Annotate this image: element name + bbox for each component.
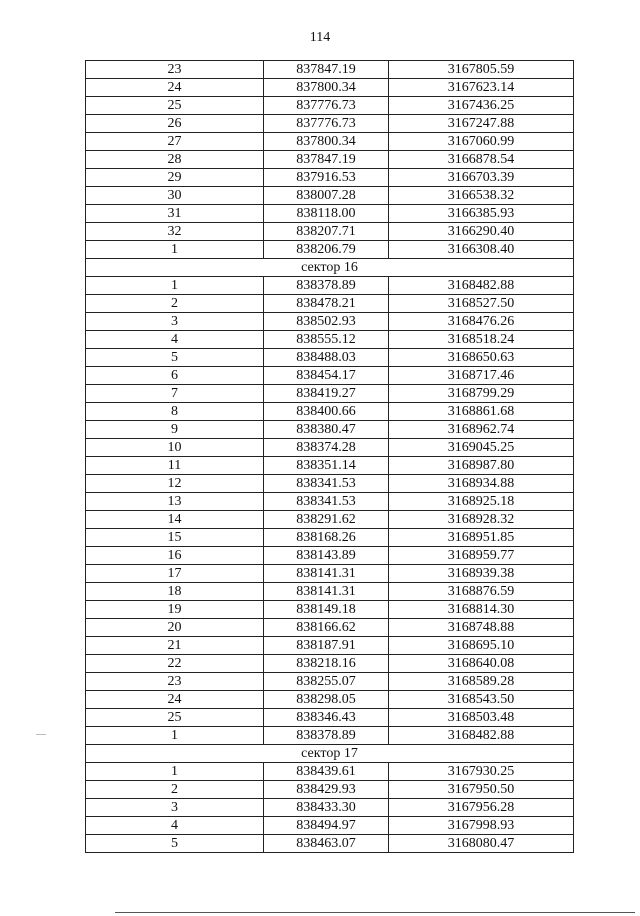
- table-row: [86, 565, 574, 583]
- point-number-cell: 12: [86, 475, 264, 493]
- x-coordinate-cell: 838218.16: [264, 655, 389, 673]
- x-coordinate-cell: 838187.91: [264, 637, 389, 655]
- table-row: [86, 511, 574, 529]
- y-coordinate-cell: 3168650.63: [389, 349, 574, 367]
- y-coordinate-cell: 3168527.50: [389, 295, 574, 313]
- x-coordinate-cell: 838439.61: [264, 763, 389, 781]
- sector-label: сектор 17: [86, 745, 574, 763]
- y-coordinate-cell: 3168748.88: [389, 619, 574, 637]
- x-coordinate-cell: 837916.53: [264, 169, 389, 187]
- sector-header-row: [86, 745, 574, 763]
- table-row: [86, 223, 574, 241]
- table-row: [86, 349, 574, 367]
- x-coordinate-cell: 838380.47: [264, 421, 389, 439]
- table-row: [86, 133, 574, 151]
- x-coordinate-cell: 838463.07: [264, 835, 389, 853]
- x-coordinate-cell: 838351.14: [264, 457, 389, 475]
- y-coordinate-cell: 3166385.93: [389, 205, 574, 223]
- point-number-cell: 7: [86, 385, 264, 403]
- y-coordinate-cell: 3168959.77: [389, 547, 574, 565]
- point-number-cell: 18: [86, 583, 264, 601]
- y-coordinate-cell: 3168543.50: [389, 691, 574, 709]
- table-row: [86, 313, 574, 331]
- table-row: [86, 457, 574, 475]
- y-coordinate-cell: 3167956.28: [389, 799, 574, 817]
- x-coordinate-cell: 838502.93: [264, 313, 389, 331]
- x-coordinate-cell: 838378.89: [264, 727, 389, 745]
- x-coordinate-cell: 838488.03: [264, 349, 389, 367]
- x-coordinate-cell: 837776.73: [264, 115, 389, 133]
- table-row: [86, 169, 574, 187]
- y-coordinate-cell: 3168925.18: [389, 493, 574, 511]
- point-number-cell: 5: [86, 835, 264, 853]
- point-number-cell: 9: [86, 421, 264, 439]
- y-coordinate-cell: 3167247.88: [389, 115, 574, 133]
- point-number-cell: 5: [86, 349, 264, 367]
- x-coordinate-cell: 838168.26: [264, 529, 389, 547]
- y-coordinate-cell: 3168987.80: [389, 457, 574, 475]
- x-coordinate-cell: 838429.93: [264, 781, 389, 799]
- table-row: [86, 403, 574, 421]
- table-row: [86, 529, 574, 547]
- x-coordinate-cell: 838166.62: [264, 619, 389, 637]
- x-coordinate-cell: 838494.97: [264, 817, 389, 835]
- y-coordinate-cell: 3168928.32: [389, 511, 574, 529]
- point-number-cell: 4: [86, 817, 264, 835]
- y-coordinate-cell: 3168799.29: [389, 385, 574, 403]
- point-number-cell: 6: [86, 367, 264, 385]
- table-row: [86, 277, 574, 295]
- y-coordinate-cell: 3168482.88: [389, 727, 574, 745]
- table-row: [86, 61, 574, 79]
- y-coordinate-cell: 3167950.50: [389, 781, 574, 799]
- y-coordinate-cell: 3166703.39: [389, 169, 574, 187]
- point-number-cell: 1: [86, 763, 264, 781]
- table-row: [86, 583, 574, 601]
- y-coordinate-cell: 3169045.25: [389, 439, 574, 457]
- y-coordinate-cell: 3168518.24: [389, 331, 574, 349]
- table-row: [86, 673, 574, 691]
- x-coordinate-cell: 838478.21: [264, 295, 389, 313]
- table-row: [86, 691, 574, 709]
- point-number-cell: 27: [86, 133, 264, 151]
- y-coordinate-cell: 3167436.25: [389, 97, 574, 115]
- x-coordinate-cell: 837847.19: [264, 61, 389, 79]
- y-coordinate-cell: 3168876.59: [389, 583, 574, 601]
- x-coordinate-cell: 838143.89: [264, 547, 389, 565]
- x-coordinate-cell: 838149.18: [264, 601, 389, 619]
- x-coordinate-cell: 838400.66: [264, 403, 389, 421]
- sector-label: сектор 16: [86, 259, 574, 277]
- page-bottom-edge: [115, 912, 635, 913]
- point-number-cell: 1: [86, 727, 264, 745]
- x-coordinate-cell: 838207.71: [264, 223, 389, 241]
- table-row: [86, 781, 574, 799]
- y-coordinate-cell: 3167060.99: [389, 133, 574, 151]
- scan-edge-mark: [36, 734, 46, 735]
- x-coordinate-cell: 838374.28: [264, 439, 389, 457]
- y-coordinate-cell: 3168861.68: [389, 403, 574, 421]
- y-coordinate-cell: 3168476.26: [389, 313, 574, 331]
- x-coordinate-cell: 838255.07: [264, 673, 389, 691]
- y-coordinate-cell: 3166290.40: [389, 223, 574, 241]
- point-number-cell: 1: [86, 241, 264, 259]
- point-number-cell: 11: [86, 457, 264, 475]
- table-row: [86, 709, 574, 727]
- table-row: [86, 763, 574, 781]
- y-coordinate-cell: 3168695.10: [389, 637, 574, 655]
- x-coordinate-cell: 838341.53: [264, 493, 389, 511]
- table-row: [86, 637, 574, 655]
- y-coordinate-cell: 3166308.40: [389, 241, 574, 259]
- y-coordinate-cell: 3168951.85: [389, 529, 574, 547]
- x-coordinate-cell: 838141.31: [264, 565, 389, 583]
- point-number-cell: 2: [86, 781, 264, 799]
- page-number: 114: [309, 30, 331, 45]
- table-row: [86, 493, 574, 511]
- y-coordinate-cell: 3168934.88: [389, 475, 574, 493]
- x-coordinate-cell: 838454.17: [264, 367, 389, 385]
- x-coordinate-cell: 837800.34: [264, 79, 389, 97]
- x-coordinate-cell: 838378.89: [264, 277, 389, 295]
- x-coordinate-cell: 838291.62: [264, 511, 389, 529]
- table-row: [86, 727, 574, 745]
- table-row: [86, 385, 574, 403]
- point-number-cell: 24: [86, 79, 264, 97]
- x-coordinate-cell: 838298.05: [264, 691, 389, 709]
- point-number-cell: 28: [86, 151, 264, 169]
- x-coordinate-cell: 838419.27: [264, 385, 389, 403]
- table-row: [86, 475, 574, 493]
- point-number-cell: 23: [86, 673, 264, 691]
- x-coordinate-cell: 838341.53: [264, 475, 389, 493]
- point-number-cell: 32: [86, 223, 264, 241]
- y-coordinate-cell: 3167930.25: [389, 763, 574, 781]
- y-coordinate-cell: 3166538.32: [389, 187, 574, 205]
- x-coordinate-cell: 837847.19: [264, 151, 389, 169]
- table-row: [86, 241, 574, 259]
- table-row: [86, 421, 574, 439]
- y-coordinate-cell: 3167805.59: [389, 61, 574, 79]
- table-row: [86, 619, 574, 637]
- table-row: [86, 331, 574, 349]
- y-coordinate-cell: 3167623.14: [389, 79, 574, 97]
- point-number-cell: 17: [86, 565, 264, 583]
- y-coordinate-cell: 3168939.38: [389, 565, 574, 583]
- y-coordinate-cell: 3168962.74: [389, 421, 574, 439]
- point-number-cell: 24: [86, 691, 264, 709]
- table-row: [86, 151, 574, 169]
- y-coordinate-cell: 3168080.47: [389, 835, 574, 853]
- coordinates-table: [85, 60, 574, 853]
- table-row: [86, 115, 574, 133]
- point-number-cell: 3: [86, 799, 264, 817]
- point-number-cell: 8: [86, 403, 264, 421]
- point-number-cell: 26: [86, 115, 264, 133]
- coordinates-table-body: [86, 61, 574, 853]
- table-row: [86, 547, 574, 565]
- sector-header-row: [86, 259, 574, 277]
- point-number-cell: 20: [86, 619, 264, 637]
- point-number-cell: 3: [86, 313, 264, 331]
- point-number-cell: 25: [86, 97, 264, 115]
- point-number-cell: 2: [86, 295, 264, 313]
- y-coordinate-cell: 3168640.08: [389, 655, 574, 673]
- y-coordinate-cell: 3168717.46: [389, 367, 574, 385]
- table-row: [86, 295, 574, 313]
- point-number-cell: 15: [86, 529, 264, 547]
- x-coordinate-cell: 838007.28: [264, 187, 389, 205]
- point-number-cell: 19: [86, 601, 264, 619]
- x-coordinate-cell: 838433.30: [264, 799, 389, 817]
- y-coordinate-cell: 3167998.93: [389, 817, 574, 835]
- point-number-cell: 16: [86, 547, 264, 565]
- table-row: [86, 205, 574, 223]
- table-row: [86, 799, 574, 817]
- point-number-cell: 1: [86, 277, 264, 295]
- table-row: [86, 835, 574, 853]
- table-row: [86, 439, 574, 457]
- point-number-cell: 10: [86, 439, 264, 457]
- point-number-cell: 13: [86, 493, 264, 511]
- table-row: [86, 367, 574, 385]
- x-coordinate-cell: 838346.43: [264, 709, 389, 727]
- x-coordinate-cell: 838555.12: [264, 331, 389, 349]
- point-number-cell: 25: [86, 709, 264, 727]
- point-number-cell: 22: [86, 655, 264, 673]
- y-coordinate-cell: 3168503.48: [389, 709, 574, 727]
- point-number-cell: 14: [86, 511, 264, 529]
- y-coordinate-cell: 3168589.28: [389, 673, 574, 691]
- point-number-cell: 30: [86, 187, 264, 205]
- y-coordinate-cell: 3168482.88: [389, 277, 574, 295]
- x-coordinate-cell: 838206.79: [264, 241, 389, 259]
- table-row: [86, 187, 574, 205]
- table-row: [86, 97, 574, 115]
- table-row: [86, 79, 574, 97]
- x-coordinate-cell: 837800.34: [264, 133, 389, 151]
- table-row: [86, 655, 574, 673]
- x-coordinate-cell: 837776.73: [264, 97, 389, 115]
- table-row: [86, 601, 574, 619]
- table-row: [86, 817, 574, 835]
- y-coordinate-cell: 3166878.54: [389, 151, 574, 169]
- point-number-cell: 23: [86, 61, 264, 79]
- x-coordinate-cell: 838118.00: [264, 205, 389, 223]
- point-number-cell: 4: [86, 331, 264, 349]
- point-number-cell: 29: [86, 169, 264, 187]
- x-coordinate-cell: 838141.31: [264, 583, 389, 601]
- y-coordinate-cell: 3168814.30: [389, 601, 574, 619]
- point-number-cell: 21: [86, 637, 264, 655]
- point-number-cell: 31: [86, 205, 264, 223]
